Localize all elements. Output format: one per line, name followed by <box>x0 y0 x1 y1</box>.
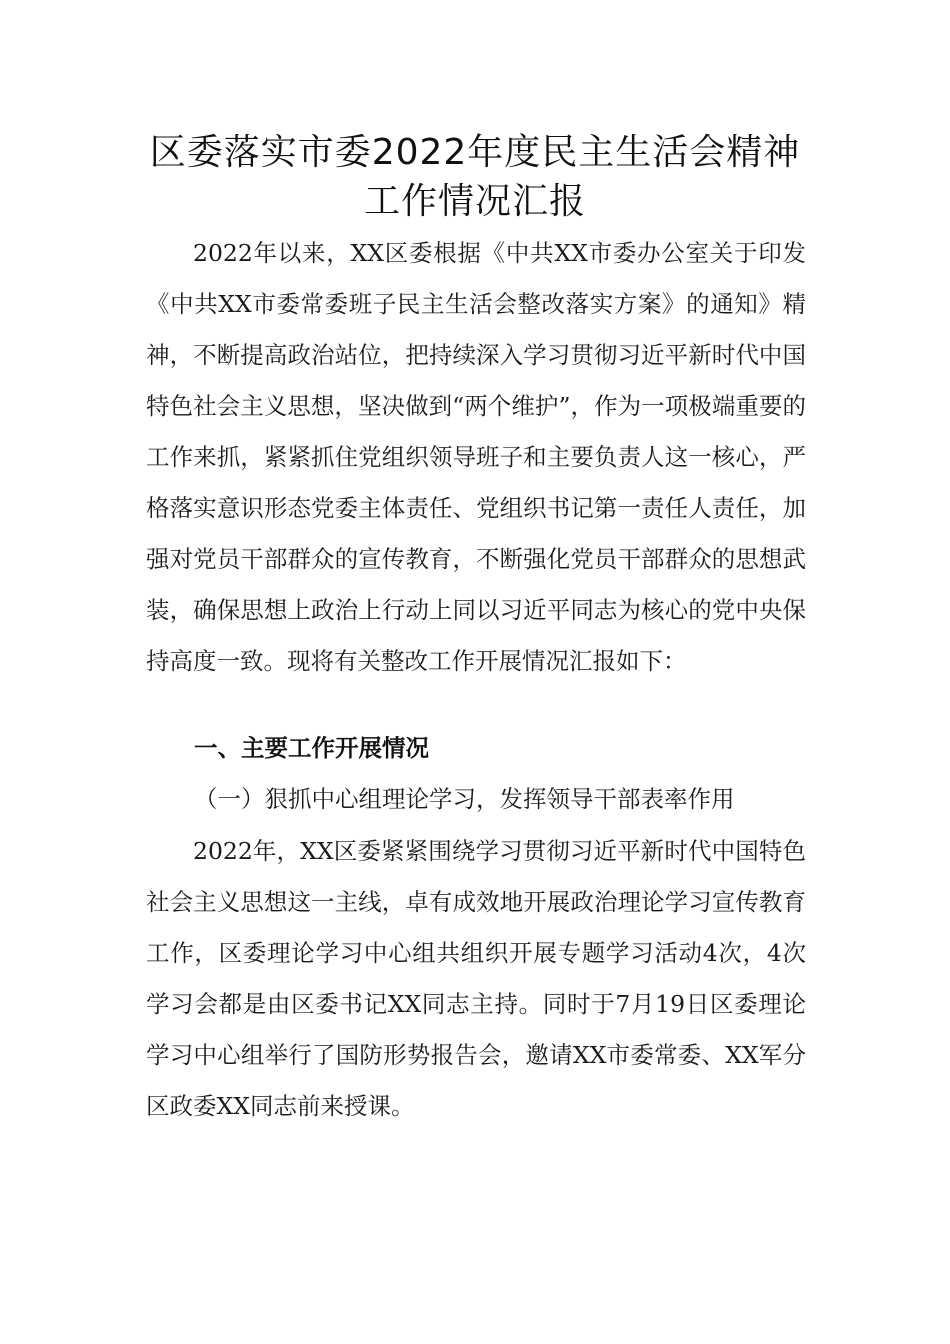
subsection-heading: （一）狠抓中心组理论学习，发挥领导干部表率作用 <box>194 785 735 813</box>
intro-paragraph: 2022年以来，XX区委根据《中共XX市委办公室关于印发《中共XX市委常委班子民主生活会整改落实方案》的通知》精神，不断提高政治站位，把持续深入学习贯彻习近平新时代中国特色社会主义思想，坚决做到“两个维护”，作为一项极端重要的工作来抓，紧紧抓住党组织领导班子和主要负责人这一核心，严格落实意识形态党委主体责任、党组织书记第一责任人责任，加强对党员干部群众的宣传教育，不断强化党员干部群众的思想武装，确保思想上政治上行动上同以习近平同志为核心的党中央保持高度一致。现将有关整改工作开展情况汇报如下： <box>146 239 806 675</box>
section-heading: 一、主要工作开展情况 <box>194 734 429 762</box>
document-title-line-2: 工作情况汇报 <box>363 181 586 222</box>
document-title-line-1: 区委落实市委2022年度民主生活会精神 <box>149 132 801 173</box>
section-paragraph: 2022年，XX区委紧紧围绕学习贯彻习近平新时代中国特色社会主义思想这一主线，卓有成效地开展政治理论学习宣传教育工作，区委理论学习中心组共组织开展专题学习活动4次，4次学习会都是由区委书记XX同志主持。同时于7月19日区委理论学习中心组举行了国防形势报告会，邀请XX市委常委、XX军分区政委XX同志前来授课。 <box>146 837 806 1120</box>
